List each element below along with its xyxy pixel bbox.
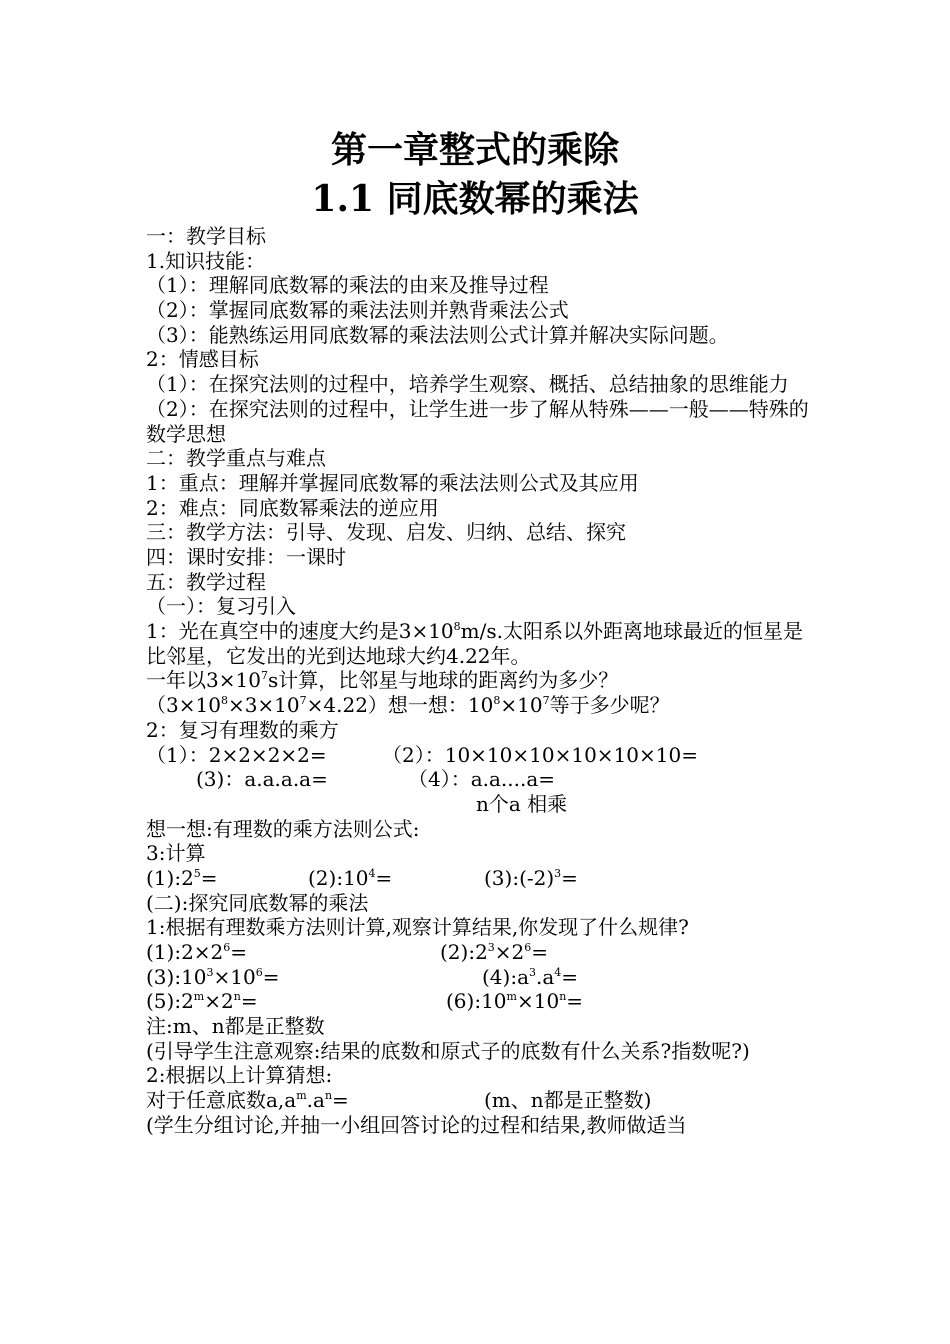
- text-run: ×4.22）想一想：10: [306, 693, 494, 718]
- text-run: =: [531, 940, 549, 965]
- conjecture-condition: (m、n都是正整数): [484, 1088, 652, 1113]
- heading-key-points: 二：教学重点与难点: [146, 446, 326, 471]
- explore-item-3: [146, 965, 280, 990]
- text-run: (4):a: [482, 964, 529, 989]
- exponent: 5: [193, 866, 201, 880]
- text-run: s计算，比邻星与地球的距离约为多少？: [267, 668, 619, 693]
- text-run: ×3×10: [227, 693, 300, 718]
- objective-item: （1）：理解同底数幂的乘法的由来及推导过程: [146, 273, 549, 298]
- explore-item-5: [146, 989, 258, 1014]
- subheading-review: （一）：复习引入: [146, 594, 296, 619]
- explore-item-6: [446, 989, 583, 1014]
- exponent: 7: [542, 694, 550, 708]
- heading-emotional-goals: 2：情感目标: [146, 347, 259, 372]
- chapter-title: 第一章整式的乘除: [330, 129, 619, 171]
- emotional-goal-item: （1）：在探究法则的过程中，培养学生观察、概括、总结抽象的思维能力: [146, 372, 789, 397]
- text-run: =: [240, 989, 258, 1014]
- conjecture-formula-row: [146, 1088, 816, 1113]
- text-run: ×10: [516, 989, 560, 1014]
- power-exercise-row-2: [146, 767, 816, 792]
- heading-knowledge-skills: 1.知识技能：: [146, 248, 266, 273]
- text-run: 一年以3×10: [146, 668, 261, 693]
- exponent: 8: [493, 694, 501, 708]
- exponent: 4: [554, 965, 562, 979]
- review-paragraph-2: [146, 668, 816, 693]
- exponent: 6: [223, 941, 231, 955]
- power-exercise-1: （1）：2×2×2×2=: [146, 742, 327, 767]
- text-run: .a: [536, 964, 555, 989]
- exponent: 8: [453, 620, 461, 634]
- text-run: (3):(-2): [484, 865, 555, 890]
- text-run: =: [262, 964, 280, 989]
- power-exercise-row-1: [146, 743, 816, 768]
- text-run: 1：光在真空中的速度大约是3×10: [146, 619, 454, 644]
- calc-item-2: [308, 866, 392, 891]
- text-run: ×2: [204, 989, 234, 1014]
- exponent: n: [324, 1089, 333, 1103]
- text-run: (5):2: [146, 989, 194, 1014]
- explore-item-1: [146, 940, 247, 965]
- text-run: =: [230, 940, 248, 965]
- text-run: (3):10: [146, 964, 207, 989]
- conjecture-formula: [146, 1088, 349, 1113]
- exponent: 6: [255, 965, 263, 979]
- n-factors-label: n个a 相乘: [476, 791, 568, 816]
- heading-objectives: 一：教学目标: [146, 224, 266, 248]
- note-positive-integers: 注:m、n都是正整数: [146, 1014, 325, 1039]
- text-run: =: [561, 964, 579, 989]
- objective-item: （3）：能熟练运用同底数幂的乘法法则公式计算并解决实际问题。: [146, 322, 729, 347]
- power-exercise-3: (3)：a.a.a.a=: [196, 767, 328, 792]
- text-run: 对于任意底数a,a: [146, 1088, 297, 1113]
- text-run: 等于多少呢？: [549, 693, 670, 718]
- text-run: m/s.太阳系以外距离地球最近的恒星是比邻星，它发出的光到达地球大约4.22年。: [146, 619, 803, 668]
- power-exercise-note: [146, 792, 816, 817]
- power-exercise-4: （4）：a.a....a=: [408, 767, 556, 792]
- explore-instruction: 1:根据有理数乘方法则计算,观察计算结果,你发现了什么规律?: [146, 915, 689, 940]
- text-run: (2):2: [440, 940, 488, 965]
- text-run: ×10: [213, 964, 256, 989]
- exponent: m: [193, 990, 205, 1004]
- review-paragraph-3: [146, 693, 816, 718]
- text-run: =: [375, 865, 393, 890]
- objective-item: （2）：掌握同底数幂的乘法法则并熟背乘法公式: [146, 298, 569, 323]
- text-run: .a: [306, 1088, 325, 1113]
- exponent: 7: [260, 669, 268, 683]
- exponent: 8: [220, 694, 228, 708]
- subheading-explore: (二):探究同底数幂的乘法: [146, 890, 369, 915]
- exponent: n: [559, 990, 567, 1004]
- exponent: 6: [524, 941, 532, 955]
- discussion-note: (学生分组讨论,并抽一小组回答讨论的过程和结果,教师做适当: [146, 1112, 687, 1137]
- explore-item-4: [482, 965, 578, 990]
- think-prompt: 想一想:有理数的乘方法则公式:: [146, 816, 420, 841]
- text-run: ×10: [500, 693, 543, 718]
- subheading-power-review: 2：复习有理数的乘方: [146, 717, 339, 742]
- text-run: (2):10: [308, 865, 369, 890]
- exponent: 3: [529, 965, 536, 979]
- calc-item-3: [484, 866, 578, 891]
- heading-schedule: 四：课时安排：一课时: [146, 545, 346, 569]
- heading-process: 五：教学过程: [146, 569, 266, 594]
- text-run: (1):2: [146, 865, 194, 890]
- document-body: [146, 224, 816, 1138]
- difficulty-item: 2：难点：同底数幂乘法的逆应用: [146, 495, 439, 520]
- exponent: 3: [554, 866, 562, 880]
- text-run: =: [561, 865, 578, 890]
- conjecture-prompt: 2:根据以上计算猜想:: [146, 1063, 333, 1088]
- exponent: 3: [487, 941, 495, 955]
- key-point-item: 1：重点：理解并掌握同底数幂的乘法法则公式及其应用: [146, 470, 639, 495]
- exponent: 7: [299, 694, 307, 708]
- exponent: 3: [206, 965, 214, 979]
- text-run: =: [332, 1088, 349, 1113]
- explore-row-3: [146, 989, 816, 1014]
- explore-row-2: [146, 965, 816, 990]
- text-run: (6):10: [446, 989, 507, 1014]
- emotional-goal-item: （2）：在探究法则的过程中，让学生进一步了解从特殊——一般——特殊的数学思想: [146, 396, 809, 446]
- calc-item-1: [146, 866, 218, 891]
- exponent: m: [506, 990, 517, 1004]
- explore-row-1: [146, 940, 816, 965]
- text-run: (1):2×2: [146, 940, 224, 965]
- guidance-note: (引导学生注意观察:结果的底数和原式子的底数有什么关系?指数呢?): [146, 1038, 750, 1063]
- exponent: m: [296, 1089, 307, 1103]
- text-run: ×2: [494, 940, 525, 965]
- exponent: 4: [368, 866, 376, 880]
- explore-item-2: [440, 940, 548, 965]
- power-exercise-2: （2）：10×10×10×10×10×10=: [382, 742, 698, 767]
- text-run: =: [566, 989, 584, 1014]
- calc-row: [146, 866, 816, 891]
- subheading-calculate: 3:计算: [146, 841, 206, 866]
- text-run: =: [200, 865, 218, 890]
- section-title: 1.1 同底数幂的乘法: [311, 178, 639, 220]
- heading-methods: 三：教学方法：引导、发现、启发、归纳、总结、探究: [146, 520, 626, 545]
- text-run: （3×10: [146, 693, 221, 718]
- exponent: n: [233, 990, 241, 1004]
- review-paragraph-1: [146, 619, 816, 668]
